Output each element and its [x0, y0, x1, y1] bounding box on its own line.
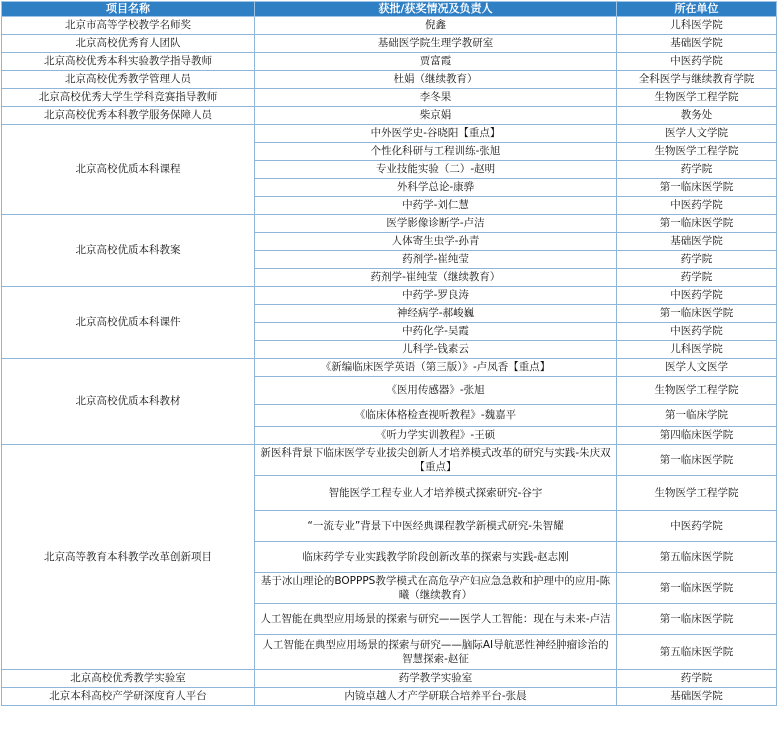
table-row: [2, 125, 777, 143]
cell-award: 倪鑫: [255, 17, 617, 35]
table-row: [2, 445, 777, 476]
cell-unit: 第一临床医学院: [617, 604, 777, 635]
cell-unit: 药学院: [617, 670, 777, 688]
table-row: [2, 215, 777, 233]
cell-unit: 第一临床医学院: [617, 305, 777, 323]
cell-unit: 儿科医学院: [617, 17, 777, 35]
cell-project: 北京高校优秀育人团队: [2, 35, 255, 53]
cell-unit: 药学院: [617, 161, 777, 179]
awards-table: [1, 1, 777, 706]
cell-unit: 生物医学工程学院: [617, 377, 777, 405]
cell-unit: 中医药学院: [617, 197, 777, 215]
cell-award: 儿科学-钱素云: [255, 341, 617, 359]
cell-award: 《听力学实训教程》-王硕: [255, 427, 617, 445]
cell-award: 内镜卓越人才产学研联合培养平台-张晨: [255, 688, 617, 706]
cell-unit: 第一临床医学院: [617, 445, 777, 476]
cell-unit: 全科医学与继续教育学院: [617, 71, 777, 89]
cell-unit: 中医药学院: [617, 53, 777, 71]
cell-unit: 儿科医学院: [617, 341, 777, 359]
table-row: [2, 670, 777, 688]
cell-award: “一流专业”背景下中医经典课程教学新模式研究-朱智耀: [255, 511, 617, 542]
cell-award: 神经病学-郝峻巍: [255, 305, 617, 323]
cell-unit: 第一临床医学院: [617, 179, 777, 197]
cell-unit: 第一临床医学院: [617, 215, 777, 233]
cell-unit: 医学人文学院: [617, 125, 777, 143]
cell-unit: 第五临床医学院: [617, 542, 777, 573]
cell-award: 《医用传感器》-张旭: [255, 377, 617, 405]
cell-award: 贾富霞: [255, 53, 617, 71]
group-project-cases: 北京高校优质本科教案: [2, 215, 255, 287]
cell-award: 药剂学-崔纯莹（继续教育）: [255, 269, 617, 287]
cell-award: 柴京娟: [255, 107, 617, 125]
table-row: [2, 35, 777, 53]
table-row: [2, 287, 777, 305]
cell-project: 北京高校优秀教学管理人员: [2, 71, 255, 89]
cell-award: 中药化学-吴霞: [255, 323, 617, 341]
cell-unit: 生物医学工程学院: [617, 143, 777, 161]
cell-project: 北京高校优秀本科教学服务保障人员: [2, 107, 255, 125]
table-row: [2, 71, 777, 89]
table-row: [2, 359, 777, 377]
cell-unit: 药学院: [617, 251, 777, 269]
cell-award: 基础医学院生理学教研室: [255, 35, 617, 53]
cell-unit: 第四临床医学院: [617, 427, 777, 445]
table-row: [2, 688, 777, 706]
cell-unit: 生物医学工程学院: [617, 89, 777, 107]
cell-award: 专业技能实验（二）-赵明: [255, 161, 617, 179]
cell-award: 药剂学-崔纯莹: [255, 251, 617, 269]
cell-award: 中药学-刘仁慧: [255, 197, 617, 215]
cell-award: 中药学-罗良涛: [255, 287, 617, 305]
cell-award: 人体寄生虫学-孙青: [255, 233, 617, 251]
table-row: [2, 17, 777, 35]
header-unit: 所在单位: [617, 2, 777, 17]
table-row: [2, 89, 777, 107]
cell-award: 中外医学史-谷晓阳【重点】: [255, 125, 617, 143]
table-header-row: [2, 2, 777, 17]
cell-award: 临床药学专业实践教学阶段创新改革的探索与实践-赵志刚: [255, 542, 617, 573]
cell-unit: 第一临床医学院: [617, 573, 777, 604]
cell-unit: 教务处: [617, 107, 777, 125]
cell-award: 杜娟（继续教育）: [255, 71, 617, 89]
cell-unit: 生物医学工程学院: [617, 476, 777, 511]
table-row: [2, 53, 777, 71]
cell-project: 北京本科高校产学研深度育人平台: [2, 688, 255, 706]
cell-unit: 第一临床学院: [617, 405, 777, 427]
cell-unit: 中医药学院: [617, 287, 777, 305]
table-row: [2, 107, 777, 125]
cell-unit: 中医药学院: [617, 323, 777, 341]
group-project-reform: 北京高等教育本科教学改革创新项目: [2, 445, 255, 670]
group-project-coursewares: 北京高校优质本科课件: [2, 287, 255, 359]
cell-project: 北京高校优秀教学实验室: [2, 670, 255, 688]
cell-unit: 第五临床医学院: [617, 635, 777, 670]
cell-unit: 基础医学院: [617, 233, 777, 251]
header-award-info: 获批/获奖情况及负责人: [255, 2, 617, 17]
cell-award: 人工智能在典型应用场景的探索与研究——脑际AI导航恶性神经肿瘤诊治的智慧探索-赵征: [255, 635, 617, 670]
cell-unit: 药学院: [617, 269, 777, 287]
cell-award: 智能医学工程专业人才培养模式探索研究-谷宇: [255, 476, 617, 511]
cell-award: 《临床体格检查视听教程》-魏嘉平: [255, 405, 617, 427]
header-project-name: 项目名称: [2, 2, 255, 17]
group-project-textbooks: 北京高校优质本科教材: [2, 359, 255, 445]
cell-award: 药学教学实验室: [255, 670, 617, 688]
cell-award: 李冬果: [255, 89, 617, 107]
cell-award: 个性化科研与工程训练-张旭: [255, 143, 617, 161]
cell-award: 基于冰山理论的BOPPPS教学模式在高危孕产妇应急急救和护理中的应用-陈曦（继续教育）: [255, 573, 617, 604]
cell-unit: 基础医学院: [617, 35, 777, 53]
cell-award: 医学影像诊断学-卢洁: [255, 215, 617, 233]
cell-project: 北京市高等学校教学名师奖: [2, 17, 255, 35]
cell-unit: 中医药学院: [617, 511, 777, 542]
cell-unit: 医学人文医学: [617, 359, 777, 377]
cell-project: 北京高校优秀本科实验教学指导教师: [2, 53, 255, 71]
cell-award: 人工智能在典型应用场景的探索与研究——医学人工智能：现在与未来-卢洁: [255, 604, 617, 635]
cell-award: 《新编临床医学英语（第三版）》-卢凤香【重点】: [255, 359, 617, 377]
cell-project: 北京高校优秀大学生学科竞赛指导教师: [2, 89, 255, 107]
group-project-courses: 北京高校优质本科课程: [2, 125, 255, 215]
cell-award: 外科学总论-康骅: [255, 179, 617, 197]
cell-unit: 基础医学院: [617, 688, 777, 706]
cell-award: 新医科背景下临床医学专业拔尖创新人才培养模式改革的研究与实践-朱庆双【重点】: [255, 445, 617, 476]
